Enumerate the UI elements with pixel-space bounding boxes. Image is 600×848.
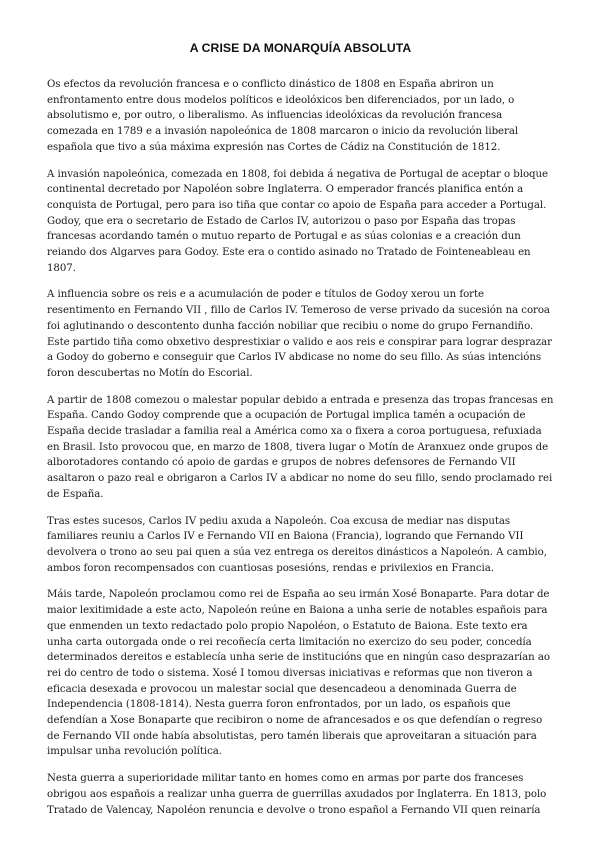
paragraph-intro: Os efectos da revolución francesa e o conflicto dinástico de 1808 en España abriron un enfrontamento entre dous modelos políticos e ideolóxicos ben diferenciados, por un lado, o absolutismo e, por outro, o liberalismo. As influencias ideolóxicas da revolución francesa comezada en 1789 e a invasión napoleónica de 1808 marcaron o inicio da revolución liberal española que tivo a súa máxima expresión nas Cortes de Cádiz na Constitución de 1812. [47,79,519,153]
paragraph-jose-bonaparte: Máis tarde, Napoleón proclamou como rei de España ao seu irmán Xosé Bonaparte. Para dotar de maior lexitimidade a este acto, Napoleón reúne en Baiona a unha serie de notables españois para que enmenden un texto redactado polo propio Napoléon, o Estatuto de Baiona. Este texto era unha carta outorgada onde o rei recoñecía certa limitación no exercizo do seu poder, concedía determinados dereitos e establecía unha serie de institucións que en ningún caso desprazarían ao rei do centro de todo o sistema. Xosé I tomou diversas iniciativas e reformas que non tiveron a eficacia desexada e provocou un malestar social que desencadeou a denominada Guerra de Independencia (1808-1814). Nesta guerra foron enfrontados, por un lado, os españois que defendían a Xose Bonaparte que recibiron o nome de afrancesados e os que defendían o regreso de Fernando VII onde había absolutistas, pero tamén liberais que aproveitaran a situación para impulsar unha revolución política. [47,589,550,758]
document-title: A CRISE DA MONARQUÍA ABSOLUTA [189,41,412,55]
paragraph-napoleonic-invasion: A invasión napoleónica, comezada en 1808, foi debida á negativa de Portugal de aceptar o bloque continental decretado por Napoléon sobre Inglaterra. O emperador francés planifica entón a conquista de Portugal, pero para iso tiña que contar co apoio de España para acceder a Portugal. Godoy, que era o secretario de Estado de Carlos IV, autorizou o paso por España das tropas francesas acordando tamén o mutuo reparto de Portugal e as súas colonias e a creación dun reiando dos Algarves para Godoy. Este era o contido asinado no Tratado de Fointeneableau en 1807. [47,168,548,274]
paragraph-baiona-abdications: Tras estes sucesos, Carlos IV pediu axuda a Napoleón. Coa excusa de mediar nas disputas familiares reuniu a Carlos IV e Fernando VII en Baiona (Francia), logrando que Fernando VII devolvera o trono ao seu pai quen a súa vez entrega os dereitos dinásticos a Napoleón. A cambio, ambos foron recompensados con cuantiosas posesións, rendas e privilexios en Francia. [47,515,547,574]
paragraph-godoy-influence: A influencia sobre os reis e a acumulación de poder e títulos de Godoy xerou un forte resentimento en Fernando VII , fillo de Carlos IV. Temeroso de verse privado da sucesión na coroa foi aglutinando o descontento dunha facción nobiliar que recibiu o nome do grupo Fernandiño. Este partido tiña como obxetivo desprestixiar o valido e aos reis e conspirar para lograr desprazar a Godoy do goberno e conseguir que Carlos IV abdicase no nome do seu fillo. As súas intencións foron descubertas no Motín do Escorial. [47,289,552,379]
paragraph-guerrilla-war: Nesta guerra a superioridade militar tanto en homes como en armas por parte dos franceses obrigou aos españois a realizar unha guerra de guerrillas axudados por Inglaterra. En 1813, polo Tratado de Valencay, Napoléon renuncia e devolve o trono español a Fernando VII quen reinaría [47,773,547,816]
paragraph-popular-unrest: A partir de 1808 comezou o malestar popular debido a entrada e presenza das tropas francesas en España. Cando Godoy comprende que a ocupación de Portugal implica tamén a ocupación de España decide trasladar a familia real a América como xa o fixera a coroa portuguesa, refuxiada en Brasil. Isto provocou que, en marzo de 1808, tivera lugar o Motín de Aranxuez onde grupos de alborotadores contando có apoio de gardas e grupos de nobres defensores de Fernando VII asaltaron o pazo real e obrigaron a Carlos IV a abdicar no nome do seu fillo, sendo proclamado rei de España. [47,394,554,500]
